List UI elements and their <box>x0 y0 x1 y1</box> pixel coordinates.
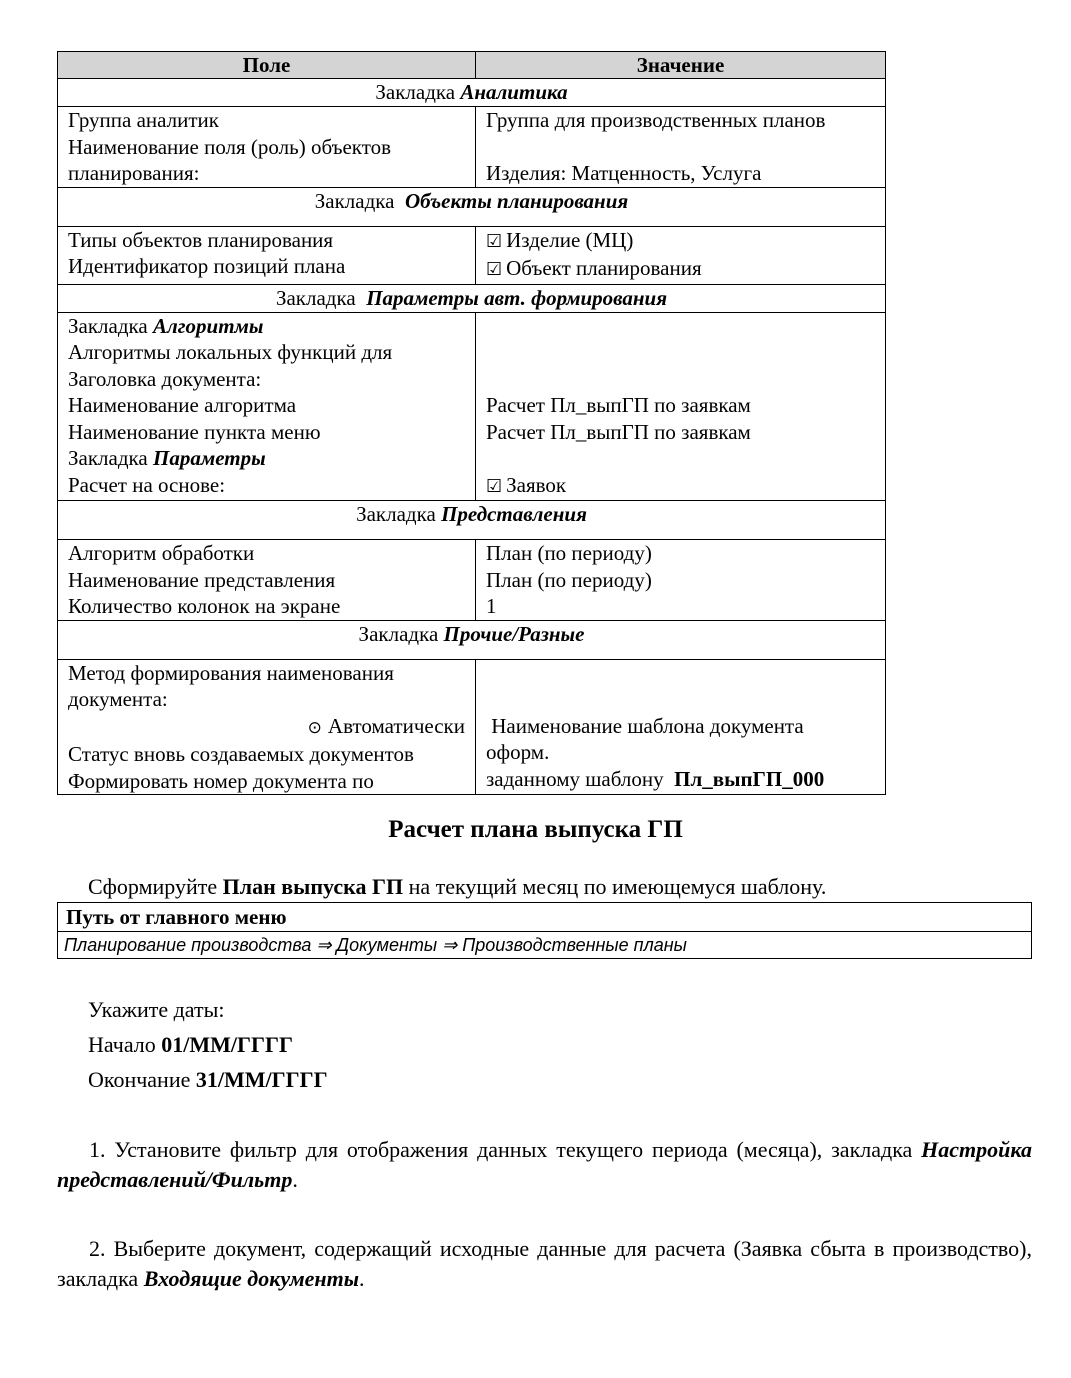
field-cell <box>58 312 476 501</box>
value-line: 1 <box>486 594 497 618</box>
table-row <box>58 659 886 795</box>
section-row-analytics <box>58 79 886 107</box>
value-line <box>486 366 875 393</box>
value-line: Объект планирования <box>506 256 702 280</box>
table-row <box>58 312 886 501</box>
field-cell <box>58 226 476 284</box>
section-row-auto-params <box>58 284 886 312</box>
section-row-planning-objects <box>58 187 886 226</box>
field-cell <box>58 107 476 188</box>
field-cell <box>58 659 476 795</box>
tab-name: Параметры авт. формирования <box>366 285 668 310</box>
field-line: Закладка <box>68 313 153 338</box>
value-line <box>486 134 875 161</box>
start-date: Начало 01/ММ/ГГГГ <box>88 1032 294 1057</box>
column-header-value: Значение <box>476 52 886 79</box>
value-line <box>486 445 875 472</box>
value-line: Наименование шаблона документа <box>486 713 804 738</box>
value-line: Расчет Пл_выпГП по заявкам <box>486 419 751 444</box>
sub-tab-name: Алгоритмы <box>152 313 264 338</box>
value-cell <box>476 659 886 795</box>
template-name: Пл_выпГП_000 <box>674 766 825 791</box>
field-line: Метод формирования наименования <box>68 660 394 685</box>
field-line: Формировать номер документа по <box>68 768 374 793</box>
checkbox-checked-icon: ☑ <box>486 230 503 252</box>
intro-paragraph: Сформируйте План выпуска ГП на текущий месяц по имеющемуся шаблону. <box>88 874 827 899</box>
section-row-misc <box>58 620 886 659</box>
field-line: Наименование поля (роль) объектов <box>68 134 392 159</box>
value-line <box>486 339 875 366</box>
field-line: Наименование представления <box>68 567 336 592</box>
value-line <box>486 686 875 713</box>
value-line: План (по периоду) <box>486 567 652 592</box>
value-cell <box>476 540 886 621</box>
table-row <box>58 226 886 284</box>
field-line: Алгоритм обработки <box>68 541 255 565</box>
value-line: оформ. <box>486 740 550 764</box>
end-date: Окончание 31/ММ/ГГГГ <box>88 1067 328 1092</box>
checkbox-checked-icon: ☑ <box>486 475 503 497</box>
value-line: Расчет Пл_выпГП по заявкам <box>486 393 751 417</box>
table-row <box>58 540 886 621</box>
section-title: Закладка Прочие/Разные <box>58 620 886 659</box>
step-2: 2. Выберите документ, содержащий исходные данные для расчета (Заявка сбыта в производство), закладка Входящие документы. <box>57 1236 1032 1291</box>
value-line: Заявок <box>506 472 567 497</box>
tab-name: Прочие/Разные <box>443 621 585 646</box>
field-line: Типы объектов планирования <box>68 227 334 252</box>
section-title: Закладка Объекты планирования <box>58 187 886 226</box>
field-line: Алгоритмы локальных функций для <box>68 340 393 364</box>
value-line: заданному шаблону <box>486 766 675 791</box>
table-header-row <box>58 52 886 79</box>
table-row <box>58 107 886 188</box>
menu-path-title: Путь от главного меню <box>58 903 1031 932</box>
field-line: Группа аналитик <box>68 108 219 132</box>
section-title: Закладка Аналитика <box>58 79 886 107</box>
value-cell <box>476 226 886 284</box>
field-line: Закладка <box>68 446 153 470</box>
end-date-value: 31/ММ/ГГГГ <box>195 1067 328 1092</box>
section-title: Закладка Представления <box>58 501 886 540</box>
step-1: 1. Установите фильтр для отображения данных текущего периода (месяца), закладка Настройка представлений/Фильтр. <box>57 1137 1032 1192</box>
tab-name: Представления <box>441 502 587 526</box>
value-line: Изделие (МЦ) <box>506 227 634 252</box>
tab-reference: Настройка представлений/Фильтр <box>57 1137 1032 1192</box>
tab-name: Аналитика <box>460 80 568 104</box>
value-line: Группа для производственных планов <box>486 108 826 132</box>
value-cell <box>476 312 886 501</box>
field-line: Количество колонок на экране <box>68 594 341 618</box>
dates-label: Укажите даты: <box>88 997 225 1022</box>
field-line: Статус вновь создаваемых документов <box>68 742 414 766</box>
sub-tab-name: Параметры <box>152 446 266 470</box>
field-line: Идентификатор позиций плана <box>68 254 346 278</box>
tab-name: Объекты планирования <box>405 188 629 213</box>
field-line: Автоматически <box>327 713 465 738</box>
field-cell <box>58 540 476 621</box>
value-line <box>486 313 875 340</box>
field-line: Заголовка документа: <box>68 366 262 391</box>
value-line <box>486 660 875 687</box>
field-line: документа: <box>68 687 168 711</box>
section-heading: Расчет плана выпуска ГП <box>388 816 683 843</box>
column-header-field: Поле <box>58 52 476 79</box>
field-line: Наименование алгоритма <box>68 393 297 417</box>
field-line: Наименование пункта меню <box>68 419 321 444</box>
settings-table <box>57 51 886 795</box>
menu-path-value: Планирование производства ⇒ Документы ⇒ Производственные планы <box>64 935 687 955</box>
field-line: планирования: <box>68 161 200 185</box>
document-name: План выпуска ГП <box>222 874 404 899</box>
value-line: Изделия: Матценность, Услуга <box>486 161 762 185</box>
checkbox-checked-icon: ☑ <box>486 259 503 280</box>
tab-reference: Входящие документы <box>143 1266 360 1291</box>
start-date-value: 01/ММ/ГГГГ <box>161 1032 294 1057</box>
section-title: Закладка Параметры авт. формирования <box>58 284 886 312</box>
section-row-views <box>58 501 886 540</box>
value-cell <box>476 107 886 188</box>
radio-selected-icon: ⊙ <box>307 717 322 738</box>
value-line: План (по периоду) <box>486 541 652 565</box>
menu-path-box <box>57 902 1032 959</box>
field-line: Расчет на основе: <box>68 472 226 497</box>
